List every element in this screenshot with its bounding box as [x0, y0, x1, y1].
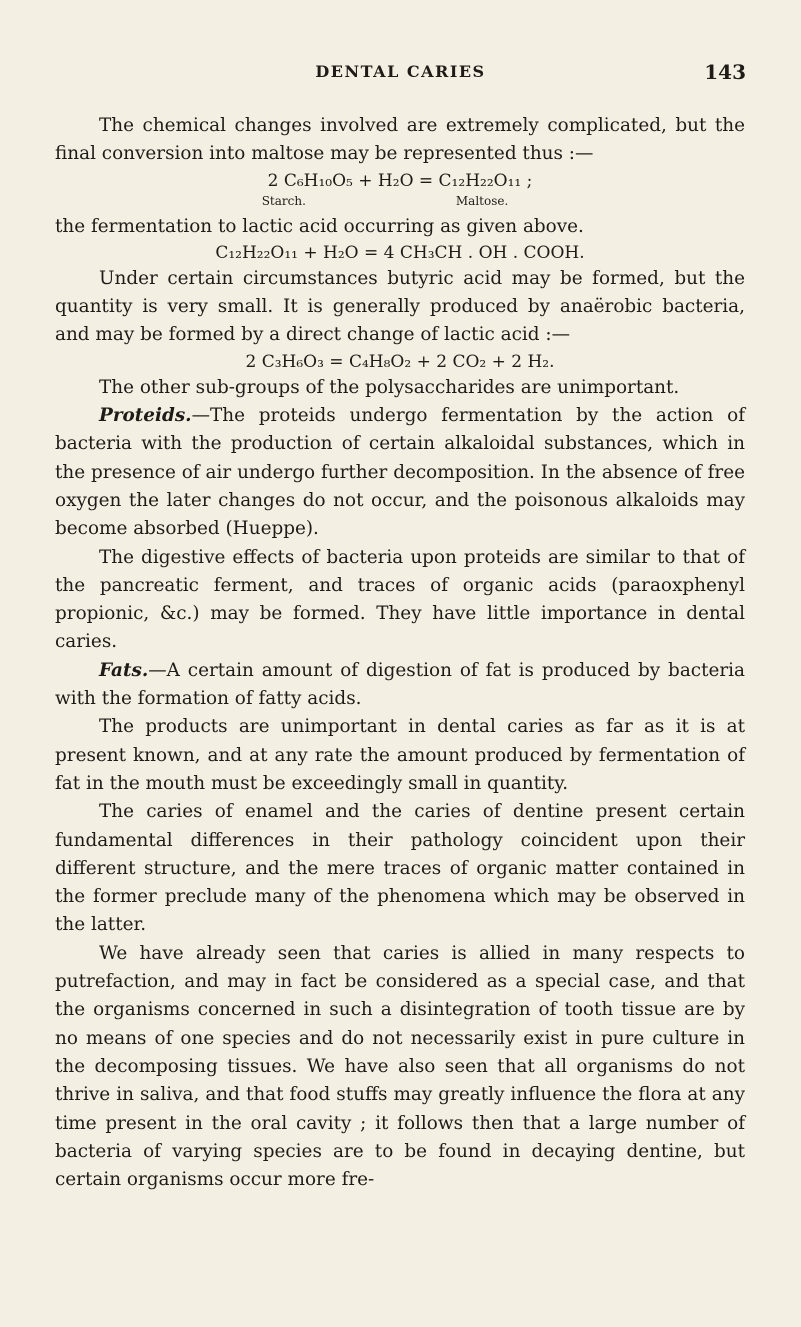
paragraph-enamel-dentine: The caries of enamel and the caries of dentine present certain fundamental differences in their pathology coincident upon their different structure, and the mere traces of organic matter contained in the former preclude many of the phenomena which may be observed in the latter.: [55, 801, 745, 936]
paragraph-putrefaction: We have already seen that caries is allied in many respects to putrefaction, and may in fact be considered as a special case, and that the organisms concerned in such a disintegration of tooth tissue are by no means of one species and do not necessarily exist in pure culture in the decomposing tissues. We have also seen that all organisms do not thrive in saliva, and that food stuffs may greatly influence the flora at any time present in the oral cavity ; it follows then that a large number of bacteria of varying species are to be found in decaying dentine, but certain organisms occur more fre-: [55, 942, 745, 1191]
paragraph-fats: [55, 657, 745, 714]
label-starch: Starch.: [261, 193, 306, 208]
paragraph-butyric: Under certain circumstances butyric acid may be formed, but the quantity is very small. It is generally produced by anaërobic bacteria, and may be formed by a direct change of lactic acid :—: [55, 267, 745, 346]
proteids-text: —The proteids undergo fermentation by the action of bacteria with the production of certain alkaloidal substances, which in the presence of air undergo further decomposition. In the absence of free oxygen the later changes do not occur, and the poisonous alkaloids may become absorbed (Hueppe).: [55, 405, 745, 540]
page-number: 143: [704, 60, 746, 84]
heading-fats: Fats.: [99, 659, 149, 681]
running-title: DENTAL CARIES: [315, 62, 486, 81]
paragraph-proteids: [55, 402, 745, 543]
paragraph-chemical-changes: The chemical changes involved are extremely complicated, but the final conversion into maltose may be represented thus :—: [55, 115, 745, 165]
heading-proteids: Proteids.: [99, 405, 192, 427]
paragraph-subgroups: The other sub-groups of the polysaccharides are unimportant.: [99, 376, 680, 398]
paragraph-products: The products are unimportant in dental caries as far as it is at present known, and at any rate the amount produced by fermentation of fat in the mouth must be exceedingly small in quantity.: [55, 716, 745, 794]
label-maltose: Maltose.: [455, 193, 509, 208]
paragraph-fermentation: the fermentation to lactic acid occurring as given above.: [55, 215, 584, 237]
page-header: [0, 60, 801, 90]
equation-starch-maltose: 2 C₆H₁₀O₅ + H₂O = C₁₂H₂₂O₁₁ ;: [267, 170, 533, 191]
body-text: [55, 112, 745, 1194]
paragraph-digestive-effects: The digestive effects of bacteria upon proteids are similar to that of the pancreatic ferment, and traces of organic acids (paraoxphenyl propionic, &c.) may be formed. They have little importance in dental caries.: [55, 546, 745, 653]
equation-labels: [55, 193, 745, 209]
fats-text: —A certain amount of digestion of fat is produced by bacteria with the formation of fatty acids.: [55, 659, 745, 710]
equation-butyric: 2 C₃H₆O₃ = C₄H₈O₂ + 2 CO₂ + 2 H₂.: [245, 351, 555, 372]
equation-lactic: C₁₂H₂₂O₁₁ + H₂O = 4 CH₃CH . OH . COOH.: [215, 242, 585, 263]
